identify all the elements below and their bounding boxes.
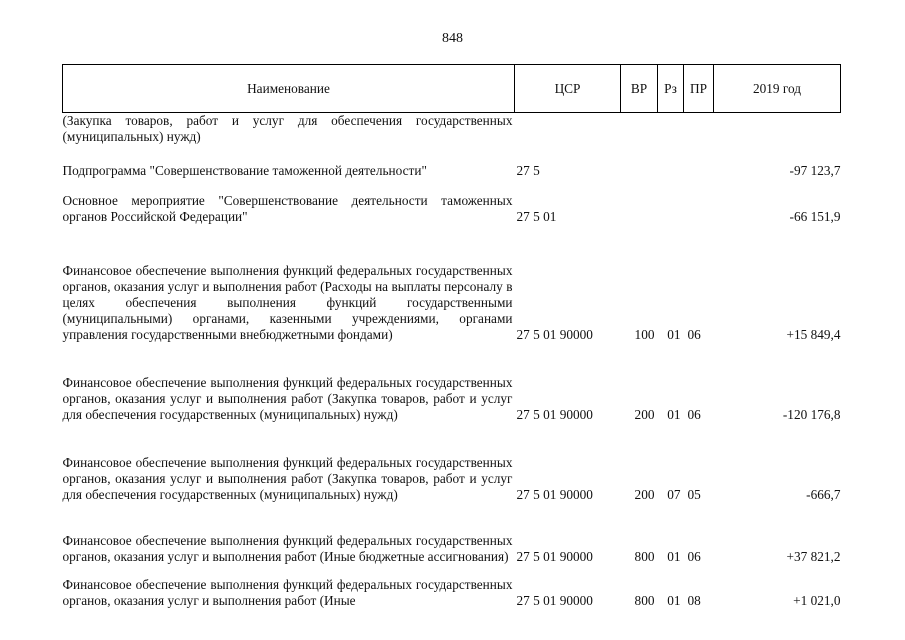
row-name: Финансовое обеспечение выполнения функций федеральных государственных органов, оказания услуг и выполнения работ (Иные бюджетные ассигнования) xyxy=(62,532,513,564)
row-csr xyxy=(515,113,621,153)
row-csr: 27 5 01 xyxy=(516,208,557,224)
row-pr: 05 xyxy=(687,486,701,502)
row-pr xyxy=(684,181,714,227)
table-row xyxy=(63,505,841,567)
row-rz: 01 xyxy=(667,406,681,422)
row-vr: 800 xyxy=(634,592,655,608)
table-header-row xyxy=(63,65,841,113)
row-csr: 27 5 01 90000 xyxy=(516,548,593,564)
row-vr: 200 xyxy=(634,486,655,502)
row-rz xyxy=(658,153,684,181)
row-amount: +15 849,4 xyxy=(786,326,841,342)
row-vr xyxy=(621,113,658,153)
row-csr: 27 5 xyxy=(516,162,540,178)
row-name: Финансовое обеспечение выполнения функций федеральных государственных органов, оказания услуг и выполнения работ (Иные xyxy=(62,576,513,608)
row-rz: 01 xyxy=(667,548,681,564)
header-csr: ЦСР xyxy=(515,65,621,113)
row-pr: 08 xyxy=(687,592,701,608)
row-vr: 200 xyxy=(634,406,655,422)
row-name: (Закупка товаров, работ и услуг для обеспечения государственных (муниципальных) нужд) xyxy=(62,113,513,144)
row-name: Подпрограмма "Совершенствование таможенной деятельности" xyxy=(62,162,427,178)
table-row xyxy=(63,113,841,153)
row-vr: 100 xyxy=(634,326,655,342)
row-amount: +37 821,2 xyxy=(786,548,841,564)
row-name: Финансовое обеспечение выполнения функций федеральных государственных органов, оказания услуг и выполнения работ (Закупка товаров, работ и услуг для обеспечения государственных (муниципальных) нужд) xyxy=(62,454,513,502)
table-row xyxy=(63,153,841,181)
row-csr: 27 5 01 90000 xyxy=(516,592,593,608)
row-vr: 800 xyxy=(634,548,655,564)
row-pr: 06 xyxy=(687,548,701,564)
header-pr: ПР xyxy=(684,65,714,113)
row-pr xyxy=(684,113,714,153)
row-name: Финансовое обеспечение выполнения функций федеральных государственных органов, оказания услуг и выполнения работ (Закупка товаров, работ и услуг для обеспечения государственных (муниципальных) нужд) xyxy=(62,374,513,422)
page-number: 848 xyxy=(442,31,463,46)
table-row xyxy=(63,227,841,345)
budget-table xyxy=(62,64,841,611)
row-amount: -66 151,9 xyxy=(789,208,841,224)
table-row xyxy=(63,345,841,425)
table-row xyxy=(63,567,841,611)
row-csr: 27 5 01 90000 xyxy=(516,326,593,342)
row-csr: 27 5 01 90000 xyxy=(516,486,593,502)
row-pr: 06 xyxy=(687,326,701,342)
row-pr: 06 xyxy=(687,406,701,422)
row-rz: 01 xyxy=(667,592,681,608)
row-rz xyxy=(658,181,684,227)
header-rz: Рз xyxy=(658,65,684,113)
row-amount: +1 021,0 xyxy=(793,592,841,608)
row-name: Основное мероприятие "Совершенствование деятельности таможенных органов Российской Федерации" xyxy=(62,192,513,224)
row-pr xyxy=(684,153,714,181)
row-rz xyxy=(658,113,684,153)
row-name: Финансовое обеспечение выполнения функций федеральных государственных органов, оказания услуг и выполнения работ (Расходы на выплаты персоналу в целях обеспечения выполнения функций государственными (муниципальными) органами, казенными учреждениями, органами управления государственными внебюджетными фондами) xyxy=(62,262,513,342)
row-csr: 27 5 01 90000 xyxy=(516,406,593,422)
row-amount: -120 176,8 xyxy=(782,406,841,422)
row-amount xyxy=(714,113,841,153)
row-rz: 01 xyxy=(667,326,681,342)
table-row xyxy=(63,425,841,505)
header-name: Наименование xyxy=(63,65,515,113)
row-vr xyxy=(621,181,658,227)
row-amount: -97 123,7 xyxy=(789,162,841,178)
header-year: 2019 год xyxy=(714,65,841,113)
table-row xyxy=(63,181,841,227)
row-rz: 07 xyxy=(667,486,681,502)
header-vr: ВР xyxy=(621,65,658,113)
row-amount: -666,7 xyxy=(806,486,841,502)
row-vr xyxy=(621,153,658,181)
